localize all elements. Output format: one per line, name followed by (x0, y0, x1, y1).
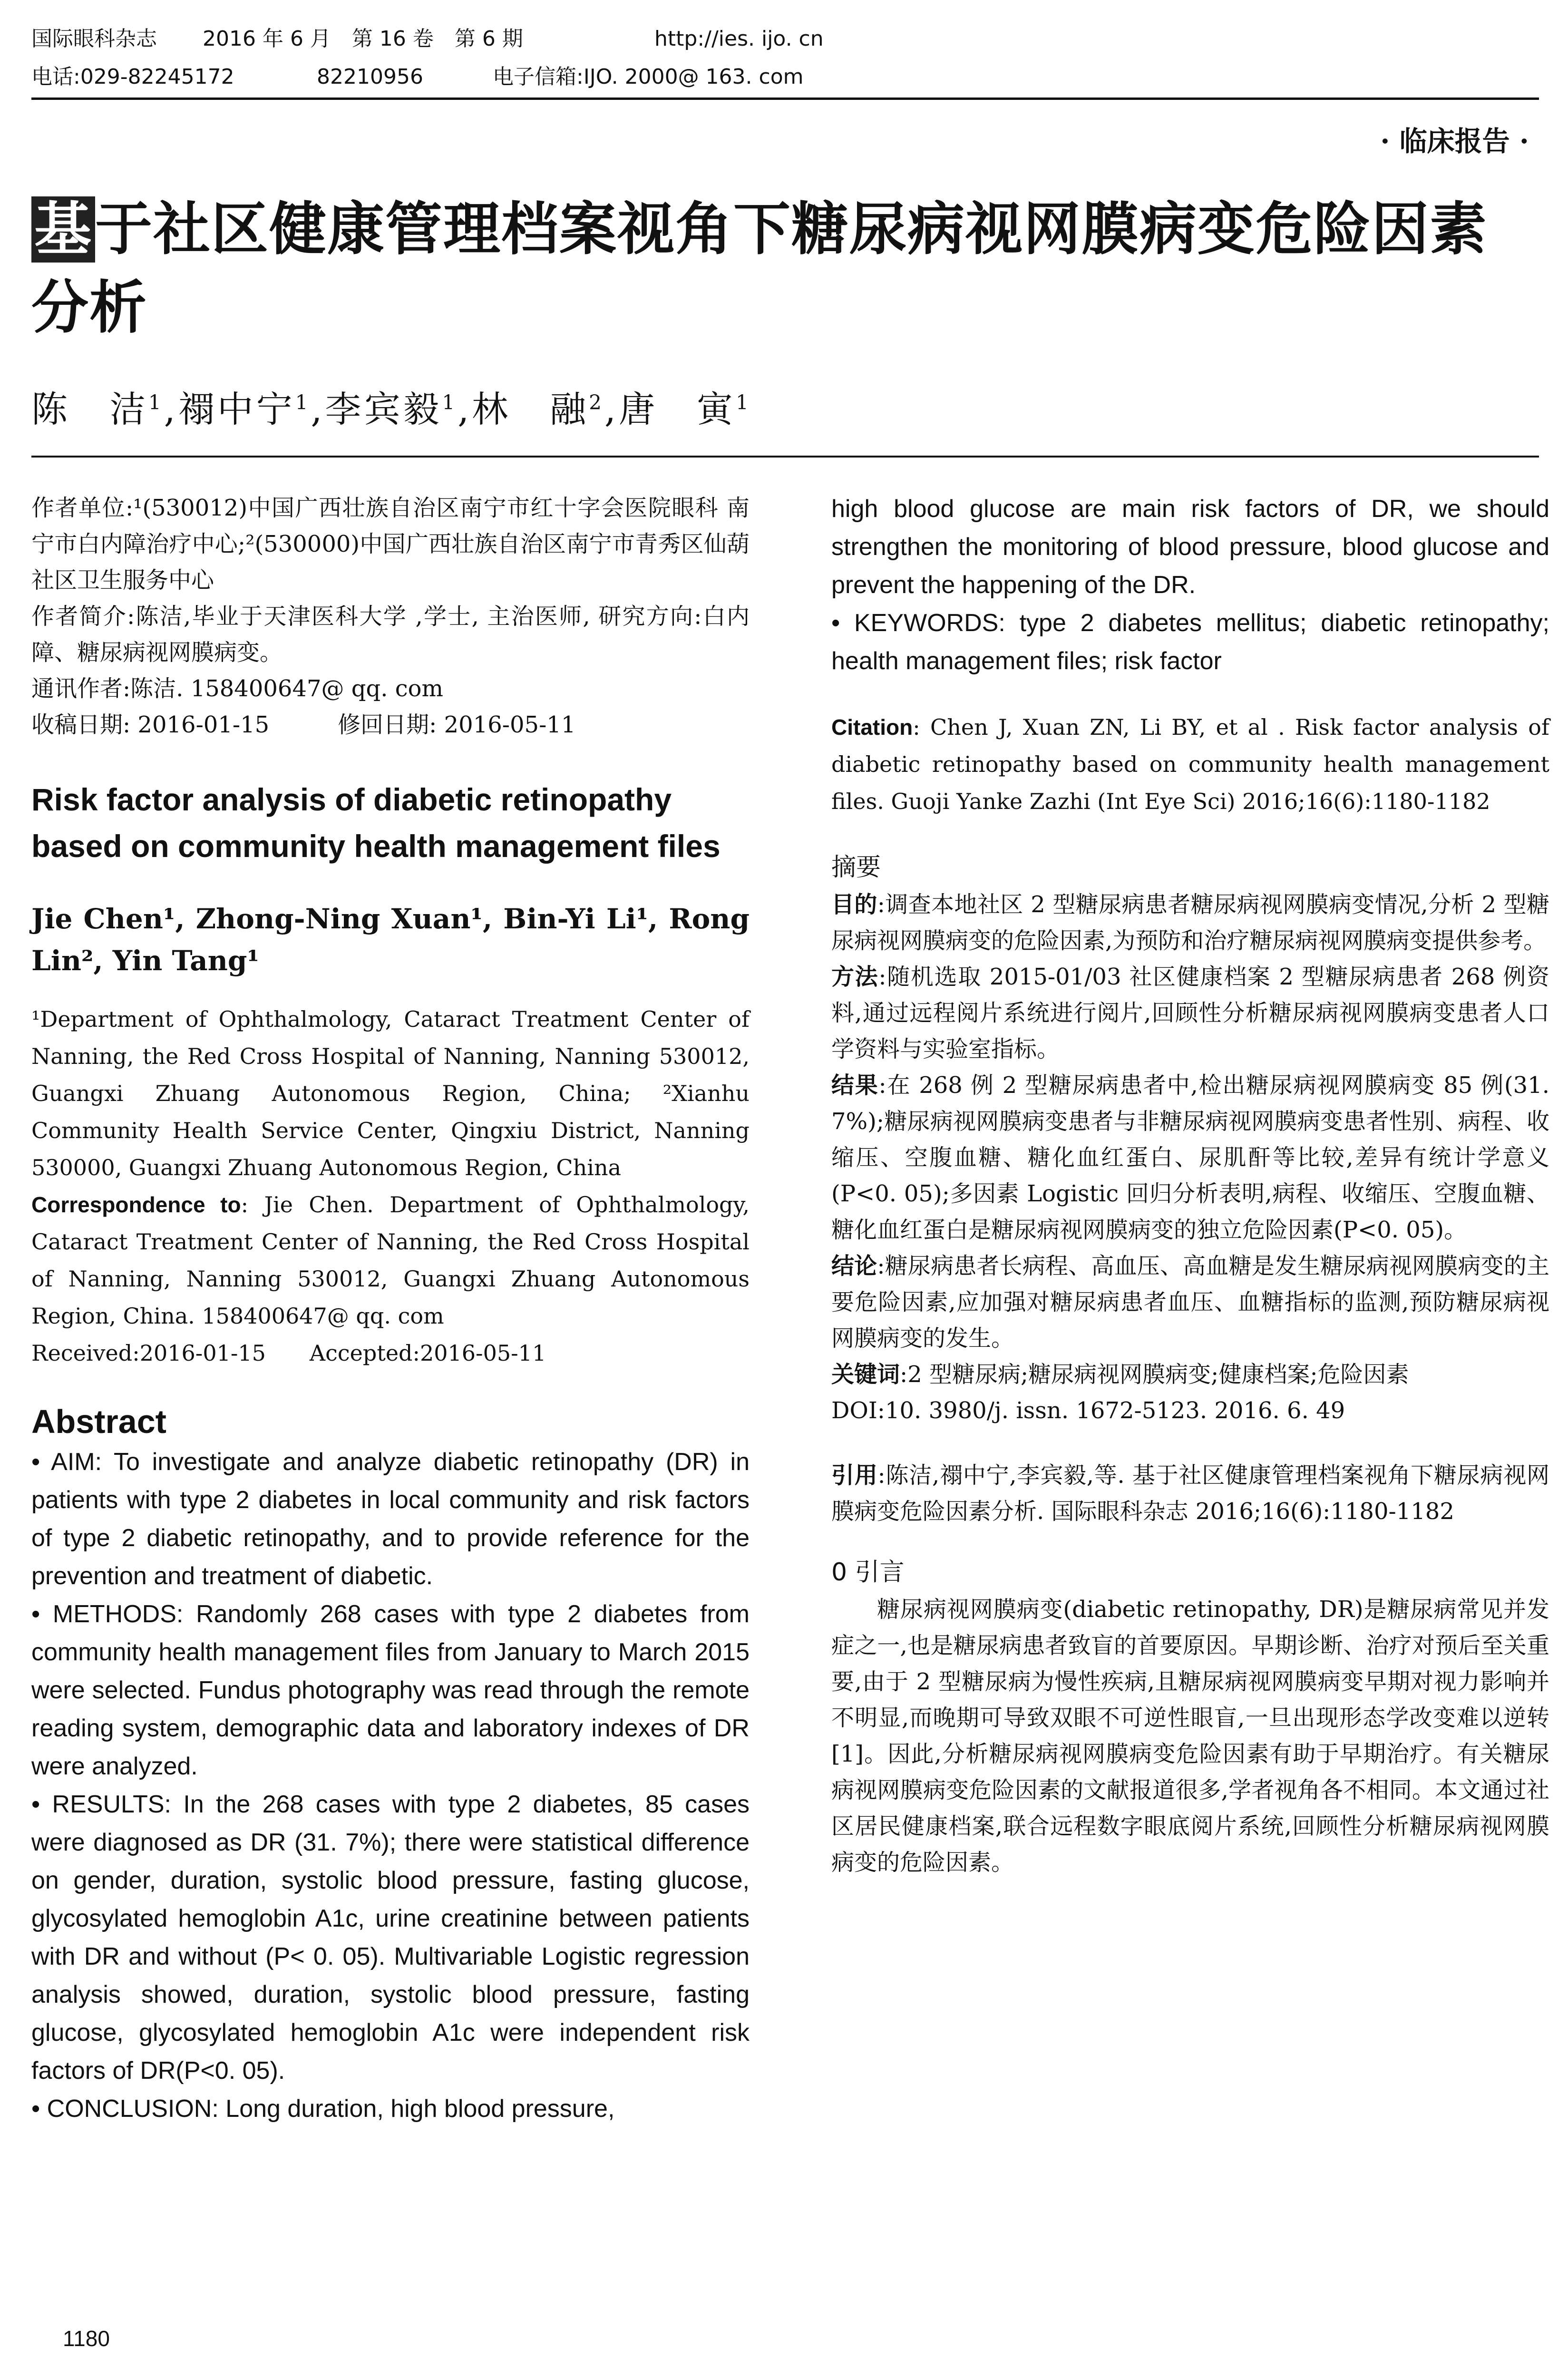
conclusion-continued: high blood glucose are main risk factors of DR, we should strengthen the monitoring of blood pressure, blood glucose and prevent the happening of the DR. (831, 495, 1549, 599)
abstract-cn-conclusion (831, 1248, 1549, 1356)
phone: 电话:029-82245172 (31, 65, 234, 89)
results-label: • RESULTS (31, 1791, 165, 1818)
bio-cn: 作者简介:陈洁,毕业于天津医科大学 ,学士, 主治医师, 研究方向:白内障、糖尿病视网膜病变。 (31, 603, 750, 666)
right-column (831, 490, 1549, 1880)
correspondence-cn: 通讯作者:陈洁. 158400647@ qq. com (31, 675, 444, 702)
abstract-cn-methods (831, 959, 1549, 1067)
keywords-cn (831, 1356, 1549, 1393)
title-rule (31, 456, 1539, 458)
keywords-cn-text: :2 型糖尿病;糖尿病视网膜病变;健康档案;危险因素 (900, 1361, 1409, 1388)
keywords-en (831, 604, 1549, 680)
abstract-heading: Abstract (31, 1403, 166, 1440)
correspondence-label: Correspondence to (31, 1192, 241, 1217)
phone-2: 82210956 (317, 65, 423, 89)
page-number: 1180 (63, 2326, 110, 2351)
methods-cn-label: 方法 (831, 964, 879, 990)
citation-label: Citation (831, 715, 913, 740)
conclusion-text: : Long duration, high blood pressure, (212, 2095, 615, 2123)
results-cn-text: :在 268 例 2 型糖尿病患者中,检出糖尿病视网膜病变 85 例(31. 7%);糖尿病视网膜病变患者与非糖尿病视网膜病变患者性别、病程、收缩压、空腹血糖、糖化血红蛋白、尿肌酐等比较,差异有统计学意义(P<0. 05);多因素 Logistic 回归分析表明,病程、收缩压、空腹血糖、糖化血红蛋白是糖尿病视网膜病变的独立危险因素(P<0. 05)。 (831, 1072, 1549, 1243)
email[interactable]: 电子信箱:IJO. 2000@ 163. com (493, 65, 804, 89)
authors-en: Jie Chen¹, Zhong-Ning Xuan¹, Bin-Yi Li¹, Rong Lin², Yin Tang¹ (31, 903, 750, 977)
conclusion-cn-label: 结论 (831, 1253, 877, 1279)
author-affil-mark: 1 (295, 390, 311, 414)
abstract-conclusion (31, 2090, 750, 2128)
left-column (31, 490, 750, 2128)
keywords-text: : type 2 diabetes mellitus; diabetic retinopathy; health management files; risk factor (831, 609, 1549, 675)
issue-info: 2016 年 6 月 第 16 卷 第 6 期 (203, 27, 523, 51)
header-rule (31, 97, 1539, 100)
running-header (31, 20, 1539, 96)
received-cn: 收稿日期: 2016-01-15 修回日期: 2016-05-11 (31, 711, 576, 738)
citation-cn-label: 引用 (831, 1462, 878, 1489)
correspondence-en (31, 1186, 750, 1335)
english-title: Risk factor analysis of diabetic retinopathy based on community health management files (31, 782, 721, 864)
intro-heading: 0 引言 (831, 1558, 905, 1587)
aim-cn-text: :调查本地社区 2 型糖尿病患者糖尿病视网膜病变情况,分析 2 型糖尿病视网膜病变的危险因素,为预防和治疗糖尿病视网膜病变提供参考。 (831, 891, 1549, 954)
author-name: 禤中宁 (178, 388, 295, 430)
intro-paragraph: 糖尿病视网膜病变(diabetic retinopathy, DR)是糖尿病常见并发症之一,也是糖尿病患者致盲的首要原因。早期诊断、治疗对预后至关重要,由于 2 型糖尿病为慢性疾病,且糖尿病视网膜病变早期对视力影响并不明显,而晚期可导致双眼不可逆性眼盲,一旦出现形态学改变难以逆转[1]。因此,分析糖尿病视网膜病变危险因素有助于早期治疗。有关糖尿病视网膜病变危险因素的文献报道很多,学者视角各不相同。本文通过社区居民健康档案,联合远程数字眼底阅片系统,回顾性分析糖尿病视网膜病变的危险因素。 (831, 1596, 1549, 1876)
author-name: 林 融 (472, 388, 589, 430)
abstract-cn-heading: 摘要 (831, 853, 881, 882)
citation-en (831, 709, 1549, 820)
abstract-aim (31, 1443, 750, 1595)
author-affil-mark: 1 (736, 390, 751, 414)
affiliation-cn: 作者单位:¹(530012)中国广西壮族自治区南宁市红十字会医院眼科 南宁市白内障治疗中心;²(530000)中国广西壮族自治区南宁市青秀区仙葫社区卫生服务中心 (31, 495, 750, 594)
keywords-label: • KEYWORDS (831, 609, 999, 637)
keywords-cn-label: 关键词 (831, 1361, 900, 1388)
journal-name: 国际眼科杂志 (31, 27, 157, 51)
article-title (31, 190, 1539, 347)
title-drop-char: 基 (31, 196, 95, 263)
author-name: 李宾毅 (325, 388, 442, 430)
section-tag: · 临床报告 · (1380, 125, 1529, 157)
citation-cn (831, 1457, 1549, 1529)
abstract-methods (31, 1595, 750, 1785)
aim-cn-label: 目的 (831, 891, 877, 918)
author-name: 陈 洁 (31, 388, 148, 430)
results-cn-label: 结果 (831, 1072, 879, 1099)
author-affil-mark: 1 (148, 390, 164, 414)
journal-url[interactable]: http://ies. ijo. cn (654, 27, 824, 51)
received-en: Received:2016-01-15 Accepted:2016-05-11 (31, 1340, 546, 1366)
aim-text: : To investigate and analyze diabetic retinopathy (DR) in patients with type 2 diabetes in local community and risk factors of type 2 diabetic retinopathy, and to provide reference for the prevention and treatment of diabetic. (31, 1448, 750, 1590)
title-text: 于社区健康管理档案视角下糖尿病视网膜病变危险因素分析 (31, 196, 1488, 341)
abstract-cn-results (831, 1067, 1549, 1248)
citation-cn-text: :陈洁,禤中宁,李宾毅,等. 基于社区健康管理档案视角下糖尿病视网膜病变危险因素分析. 国际眼科杂志 2016;16(6):1180-1182 (831, 1462, 1549, 1525)
authors-cn: 陈 洁$^1$,禤中宁$^1$,李宾毅$^1$,林 融$^2$,唐 寅$^1$ (31, 388, 751, 430)
conclusion-cn-text: :糖尿病患者长病程、高血压、高血糖是发生糖尿病视网膜病变的主要危险因素,应加强对糖尿病患者血压、血糖指标的监测,预防糖尿病视网膜病变的发生。 (831, 1253, 1549, 1352)
author-affil-mark: 2 (589, 390, 604, 414)
author-affil-mark: 1 (442, 390, 458, 414)
methods-label: • METHODS (31, 1600, 176, 1628)
conclusion-label: • CONCLUSION (31, 2095, 212, 2123)
affiliation-en: ¹Department of Ophthalmology, Cataract Treatment Center of Nanning, the Red Cross Hospital of Nanning, Nanning 530012, Guangxi Zhuang Autonomous Region, China; ²Xianhu Community Health Service Center, Qingxiu District, Nanning 530000, Guangxi Zhuang Autonomous Region, China (31, 1006, 750, 1180)
results-text: : In the 268 cases with type 2 diabetes, 85 cases were diagnosed as DR (31. 7%); there were statistical difference on gender, duration, systolic blood pressure, fasting glucose, glycosylated hemoglobin A1c, urine creatinine between patients with DR and without (P< 0. 05). Multivariable Logistic regression analysis showed, duration, systolic blood pressure, fasting glucose, glycosylated hemoglobin A1c were independent risk factors of DR(P<0. 05). (31, 1791, 750, 2085)
methods-cn-text: :随机选取 2015-01/03 社区健康档案 2 型糖尿病患者 268 例资料,通过远程阅片系统进行阅片,回顾性分析糖尿病视网膜病变患者人口学资料与实验室指标。 (831, 964, 1549, 1062)
methods-text: : Randomly 268 cases with type 2 diabetes from community health management files from January to March 2015 were selected. Fundus photography was read through the remote reading system, demographic data and laboratory indexes of DR were analyzed. (31, 1600, 750, 1780)
aim-label: • AIM (31, 1448, 95, 1476)
citation-text: : Chen J, Xuan ZN, Li BY, et al . Risk factor analysis of diabetic retinopathy based on community health management files. Guoji Yanke Zazhi (Int Eye Sci) 2016;16(6):1180-1182 (831, 714, 1549, 814)
correspondence-text: : Jie Chen. Department of Ophthalmology, Cataract Treatment Center of Nanning, the Red Cross Hospital of Nanning, Nanning 530012, Guangxi Zhuang Autonomous Region, China. 158400647@ qq. com (31, 1192, 750, 1329)
author-name: 唐 寅 (619, 388, 736, 430)
abstract-results (31, 1785, 750, 2090)
doi[interactable]: DOI:10. 3980/j. issn. 1672-5123. 2016. 6. 49 (831, 1397, 1345, 1424)
abstract-cn-aim (831, 887, 1549, 959)
